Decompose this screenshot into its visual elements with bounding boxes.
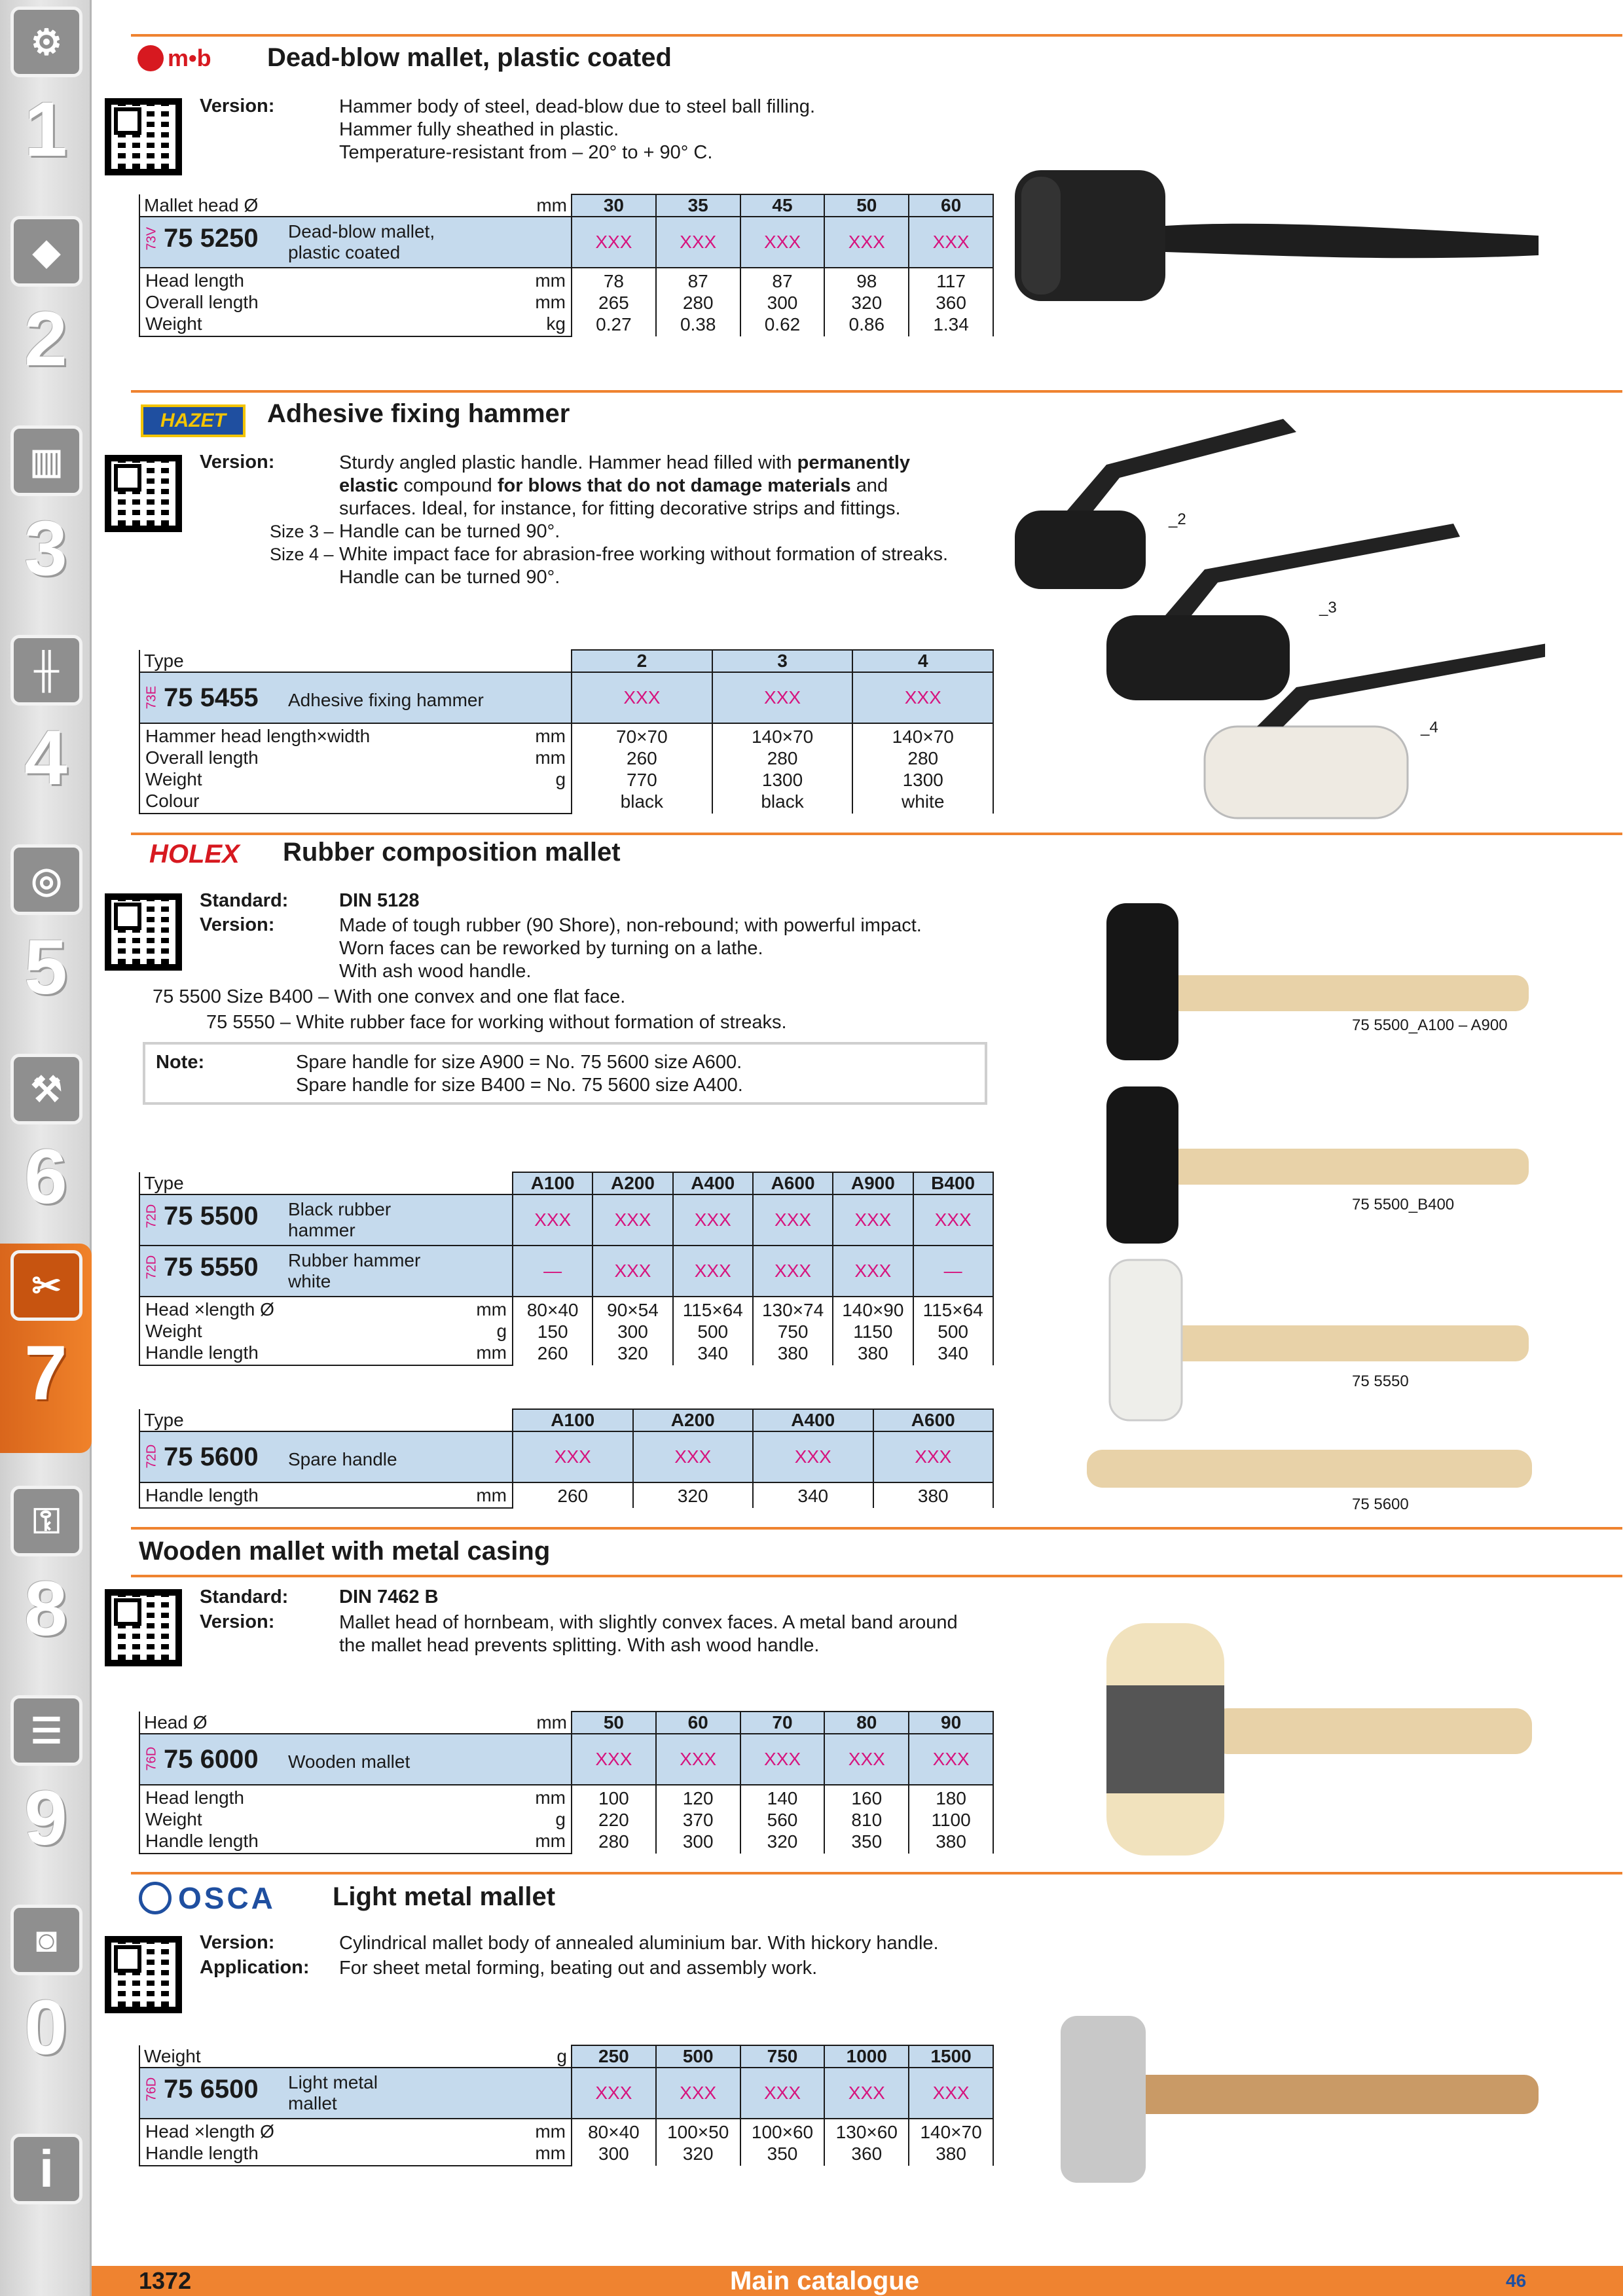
article-desc: Black rubber hammer — [288, 1199, 392, 1240]
spec-values: 130×60 360 — [824, 2119, 909, 2166]
article-code: 73V — [144, 226, 159, 250]
article-desc: Wooden mallet — [288, 1751, 410, 1772]
chapter-tab-5[interactable]: ◎ 5 — [0, 838, 92, 1047]
chapter-tab-4[interactable]: ╫ 4 — [0, 628, 92, 838]
price-cell[interactable]: XXX — [656, 217, 740, 268]
dead-blow-mallet-image — [1008, 157, 1552, 308]
qr-code[interactable] — [105, 1936, 182, 2013]
section-divider — [131, 1527, 1622, 1530]
article-number: 75 5455 — [164, 683, 259, 712]
cabinet-icon: ☰ — [10, 1695, 82, 1766]
type-label: Type — [139, 650, 572, 672]
spec-unit: mm — [441, 1482, 513, 1508]
size-header: 50 — [824, 194, 909, 217]
section-title: Adhesive fixing hammer — [267, 399, 570, 428]
image-caption: _2 — [1169, 511, 1186, 528]
price-cell[interactable]: XXX — [824, 1734, 909, 1785]
section-title: Rubber composition mallet — [283, 838, 621, 867]
chapter-tab-0[interactable]: ◙ 0 — [0, 1898, 92, 2108]
size-header: 45 — [740, 194, 825, 217]
article-code: 73E — [144, 685, 159, 709]
version-text: Cylindrical mallet body of annealed aluminium bar. With hickory handle. — [339, 1933, 939, 1954]
price-cell[interactable]: XXX — [740, 217, 825, 268]
size-header: 1500 — [909, 2045, 993, 2068]
standard-value: DIN 7462 B — [339, 1587, 439, 1607]
price-cell[interactable]: XXX — [909, 2068, 993, 2119]
price-cell[interactable]: XXX — [873, 1431, 994, 1482]
article-code: 76D — [144, 2077, 159, 2101]
page-footer — [92, 2266, 1623, 2296]
price-cell[interactable]: XXX — [656, 2068, 740, 2119]
size-header: A200 — [633, 1409, 754, 1431]
spec-labels: Head length Overall length Weight — [139, 268, 506, 336]
spec-values: 100×60 350 — [740, 2119, 825, 2166]
chapter-tab-9[interactable]: ☰ 9 — [0, 1689, 92, 1898]
spec-units: mm mm kg — [506, 268, 572, 336]
product-table — [139, 1711, 994, 1854]
spec-values: 130×74 750 380 — [753, 1297, 833, 1365]
application-label: Application: — [200, 1957, 310, 1978]
price-cell[interactable]: XXX — [753, 1431, 873, 1482]
spec-values: 140×70 280 1300 black — [712, 723, 853, 814]
type-label: Type — [139, 1409, 513, 1431]
price-cell[interactable]: XXX — [852, 672, 993, 723]
product-table — [139, 194, 994, 337]
section-title: Dead-blow mallet, plastic coated — [267, 43, 672, 72]
size-header: 60 — [656, 1712, 740, 1734]
head-label: Mallet head Ø — [139, 194, 506, 217]
section-divider — [131, 833, 1622, 835]
note-box: Note: Spare handle for size A900 = No. 75 5600 size A600. Spare handle for size B400 = No. 75 5600 size A400. — [143, 1042, 987, 1105]
adhesive-hammer-image — [1008, 406, 1545, 825]
article-number: 75 5500 — [164, 1202, 259, 1231]
article-desc: Spare handle — [288, 1448, 397, 1469]
insert-icon: ◆ — [10, 216, 82, 287]
application-text: For sheet metal forming, beating out and assembly work. — [339, 1958, 818, 1979]
image-caption: _4 — [1421, 719, 1438, 736]
info-icon: i — [10, 2134, 82, 2204]
chapter-tab-6[interactable]: ⚒ 6 — [0, 1047, 92, 1257]
size-header: A600 — [753, 1172, 833, 1194]
spec-labels: Head length Weight Handle length — [139, 1785, 506, 1854]
section-title: Light metal mallet — [333, 1882, 556, 1911]
article-number: 75 6000 — [164, 1744, 259, 1774]
price-cell[interactable]: XXX — [673, 1246, 753, 1297]
spec-values: 115×64 500 340 — [673, 1297, 753, 1365]
holex-logo: HOLEX — [149, 839, 240, 869]
spec-values: 160 810 350 — [824, 1785, 909, 1854]
size-header: A200 — [593, 1172, 672, 1194]
page-number: 1372 — [139, 2267, 192, 2294]
size-header: 750 — [740, 2045, 825, 2068]
size-text: Handle can be turned 90°. — [339, 521, 560, 542]
article-desc: Rubber hammer white — [288, 1250, 421, 1291]
spec-values: 80×40 150 260 — [513, 1297, 593, 1365]
saw-blade-icon: ◎ — [10, 844, 82, 915]
article-cell[interactable] — [139, 2068, 572, 2119]
price-cell[interactable]: XXX — [593, 1194, 672, 1246]
size-label: Size 3 – — [270, 522, 334, 541]
size-header: A900 — [833, 1172, 913, 1194]
product-table — [139, 649, 994, 814]
spec-values: 78 265 0.27 — [572, 268, 656, 336]
hazet-logo: HAZET — [141, 404, 246, 437]
size-header: 250 — [572, 2045, 656, 2068]
size-header: A100 — [513, 1409, 633, 1431]
article-number: 75 6500 — [164, 2075, 259, 2104]
size-header: B400 — [913, 1172, 993, 1194]
price-cell[interactable]: XXX — [753, 1194, 833, 1246]
price-cell[interactable]: XXX — [673, 1194, 753, 1246]
standard-value: DIN 5128 — [339, 890, 420, 911]
section-divider — [131, 34, 1622, 37]
article-cell[interactable] — [139, 1734, 572, 1785]
size-header: 70 — [740, 1712, 825, 1734]
image-caption: 75 5600 — [1352, 1496, 1409, 1513]
size-header: A100 — [513, 1172, 593, 1194]
version-text: Hammer body of steel, dead-blow due to steel ball filling. Hammer fully sheathed in plastic. Temperature-resistant from – 20° to + 90° C. — [339, 96, 815, 163]
variant-note: 75 5550 – White rubber face for working without formation of streaks. — [206, 1012, 787, 1033]
price-cell[interactable]: XXX — [572, 1734, 656, 1785]
chapter-tab-2[interactable]: ◆ 2 — [0, 209, 92, 419]
article-desc: Dead-blow mallet, plastic coated — [288, 221, 435, 262]
unit: mm — [506, 1712, 572, 1734]
spec-values: 100 220 280 — [572, 1785, 656, 1854]
chapter-tab-7[interactable]: ✂ 7 — [0, 1244, 92, 1453]
spec-values: 117 360 1.34 — [909, 268, 993, 336]
spec-values: 120 370 300 — [656, 1785, 740, 1854]
price-cell[interactable]: XXX — [753, 1246, 833, 1297]
article-number: 75 5600 — [164, 1442, 259, 1471]
toolkit-icon: ⚿ — [10, 1486, 82, 1556]
price-cell[interactable]: — — [513, 1246, 593, 1297]
head-label: Weight — [139, 2045, 506, 2068]
caliper-icon: ╫ — [10, 635, 82, 706]
pliers-icon: ✂ — [10, 1250, 82, 1321]
section-divider — [131, 1575, 1622, 1577]
size-header: 1000 — [824, 2045, 909, 2068]
price-cell[interactable]: XXX — [712, 672, 853, 723]
article-cell[interactable] — [139, 1246, 513, 1297]
head-label: Head Ø — [139, 1712, 506, 1734]
version-label: Version: — [200, 1611, 275, 1632]
article-desc: Adhesive fixing hammer — [288, 689, 484, 710]
price-cell[interactable]: XXX — [513, 1431, 633, 1482]
size-header: A400 — [753, 1409, 873, 1431]
spec-values: 90×54 300 320 — [593, 1297, 672, 1365]
version-label: Version: — [200, 1932, 275, 1953]
standard-label: Standard: — [200, 1587, 289, 1607]
type-label: Type — [139, 1172, 513, 1194]
spec-units: mm mm — [506, 2119, 572, 2166]
chapter-tab-1[interactable]: ⚙ 1 — [0, 0, 92, 209]
price-cell[interactable]: XXX — [593, 1246, 672, 1297]
price-cell[interactable]: XXX — [913, 1194, 993, 1246]
spec-labels: Head ×length Ø Weight Handle length — [139, 1297, 441, 1365]
price-cell[interactable]: XXX — [572, 2068, 656, 2119]
spec-values: 140 560 320 — [740, 1785, 825, 1854]
article-desc: Light metal mallet — [288, 2072, 378, 2113]
spec-values: 140×70 380 — [909, 2119, 993, 2166]
spec-values: 115×64 500 340 — [913, 1297, 993, 1365]
chapter-tab-info[interactable] — [0, 2127, 92, 2225]
product-table — [139, 1172, 994, 1366]
article-number: 75 5250 — [164, 224, 259, 253]
size-header: A400 — [673, 1172, 753, 1194]
chuck-icon: ▥ — [10, 425, 82, 496]
chapter-sidebar — [0, 0, 92, 2296]
spec-value: 340 — [753, 1482, 873, 1508]
size-header: 90 — [909, 1712, 993, 1734]
image-caption: 75 5500_A100 – A900 — [1352, 1016, 1508, 1034]
article-cell[interactable] — [139, 672, 572, 723]
version-text: Made of tough rubber (90 Shore), non-rebound; with powerful impact. Worn faces can be reworked by turning on a lathe. With ash wood handle. — [339, 915, 922, 982]
price-cell[interactable]: XXX — [572, 217, 656, 268]
unit: g — [506, 2045, 572, 2068]
version-text: Sturdy angled plastic handle. Hammer head filled with permanently elastic compound for blows that do not damage materials and surfaces. Ideal, for instance, for fitting decorative strips and fittings. — [339, 452, 911, 519]
spec-values: 70×70 260 770 black — [572, 723, 712, 814]
article-cell[interactable] — [139, 217, 572, 268]
size-header: 80 — [824, 1712, 909, 1734]
size-header: 500 — [656, 2045, 740, 2068]
article-code: 72D — [144, 1444, 159, 1469]
spec-value: 260 — [513, 1482, 633, 1508]
size-header: 3 — [712, 650, 853, 672]
size-header: 60 — [909, 194, 993, 217]
wrench-icon: ⚒ — [10, 1054, 82, 1124]
spec-values: 180 1100 380 — [909, 1785, 993, 1854]
spec-units: mm g mm — [506, 1785, 572, 1854]
drill-icon: ⚙ — [10, 7, 82, 77]
rubber-mallets-image — [1080, 897, 1539, 1499]
spec-values: 80×40 300 — [572, 2119, 656, 2166]
spec-values: 87 280 0.38 — [656, 268, 740, 336]
size-header: 50 — [572, 1712, 656, 1734]
spec-values: 100×50 320 — [656, 2119, 740, 2166]
price-cell[interactable]: XXX — [833, 1194, 913, 1246]
variant-note: 75 5500 Size B400 – With one convex and one flat face. — [153, 986, 626, 1007]
safety-goggles-icon: ◙ — [10, 1905, 82, 1975]
section-divider — [131, 1872, 1622, 1874]
article-code: 76D — [144, 1746, 159, 1771]
image-caption: 75 5550 — [1352, 1372, 1409, 1390]
spec-values: 140×70 280 1300 white — [852, 723, 993, 814]
article-cell[interactable] — [139, 1431, 513, 1482]
unit: mm — [506, 194, 572, 217]
size-header: 4 — [852, 650, 993, 672]
price-cell[interactable]: XXX — [656, 1734, 740, 1785]
price-cell[interactable]: XXX — [572, 672, 712, 723]
image-caption: 75 5500_B400 — [1352, 1196, 1455, 1213]
spec-labels: Head ×length Ø Handle length — [139, 2119, 506, 2166]
price-cell[interactable]: XXX — [909, 217, 993, 268]
article-cell[interactable] — [139, 1194, 513, 1246]
article-number: 75 5550 — [164, 1253, 259, 1282]
price-cell[interactable]: XXX — [633, 1431, 754, 1482]
size-label: Size 4 – — [270, 545, 334, 564]
price-cell[interactable]: XXX — [833, 1246, 913, 1297]
size-header: A600 — [873, 1409, 994, 1431]
section-divider — [131, 390, 1622, 393]
price-cell[interactable]: XXX — [909, 1734, 993, 1785]
price-cell[interactable]: XXX — [824, 217, 909, 268]
qr-code[interactable] — [105, 455, 182, 532]
qr-code[interactable] — [105, 893, 182, 971]
price-cell[interactable]: XXX — [513, 1194, 593, 1246]
image-caption: _3 — [1319, 599, 1337, 617]
size-header: 2 — [572, 650, 712, 672]
spec-values: 87 300 0.62 — [740, 268, 825, 336]
spare-handle-table — [139, 1408, 994, 1509]
spec-values: 140×90 1150 380 — [833, 1297, 913, 1365]
price-cell[interactable]: XXX — [824, 2068, 909, 2119]
qr-code[interactable] — [105, 98, 182, 175]
footer-title: Main catalogue — [730, 2266, 919, 2295]
spec-value: 320 — [633, 1482, 754, 1508]
version-text: Mallet head of hornbeam, with slightly convex faces. A metal band around the mallet head prevents splitting. With ash wood handle. — [339, 1612, 958, 1656]
version-label: Version: — [200, 452, 275, 473]
wooden-mallet-image — [1093, 1617, 1539, 1865]
spec-labels: Hammer head length×width Overall length Weight Colour — [139, 723, 506, 814]
chapter-tab-8[interactable]: ⚿ 8 — [0, 1479, 92, 1689]
article-code: 72D — [144, 1204, 159, 1228]
spec-units: mm mm g — [506, 723, 572, 814]
price-cell[interactable]: XXX — [740, 2068, 825, 2119]
spec-values: 98 320 0.86 — [824, 268, 909, 336]
section-title: Wooden mallet with metal casing — [139, 1537, 551, 1566]
version-label: Version: — [200, 96, 275, 117]
chapter-tab-3[interactable]: ▥ 3 — [0, 419, 92, 628]
article-code: 72D — [144, 1255, 159, 1279]
mb-logo: m•b — [137, 42, 211, 75]
size-header: 30 — [572, 194, 656, 217]
price-cell[interactable]: XXX — [740, 1734, 825, 1785]
size-header: 35 — [656, 194, 740, 217]
osca-logo: OSCA — [139, 1880, 276, 1916]
spec-units: mm g mm — [441, 1297, 513, 1365]
light-metal-mallet-image — [1048, 2009, 1545, 2193]
qr-code[interactable] — [105, 1589, 182, 1666]
price-cell[interactable]: — — [913, 1246, 993, 1297]
size-text: White impact face for abrasion-free working without formation of streaks. Handle can be turned 90°. — [339, 544, 948, 588]
version-label: Version: — [200, 914, 275, 935]
footer-code: 46 — [1506, 2270, 1527, 2291]
spec-label: Handle length — [139, 1482, 441, 1508]
product-table — [139, 2045, 994, 2166]
spec-value: 380 — [873, 1482, 994, 1508]
standard-label: Standard: — [200, 890, 289, 911]
